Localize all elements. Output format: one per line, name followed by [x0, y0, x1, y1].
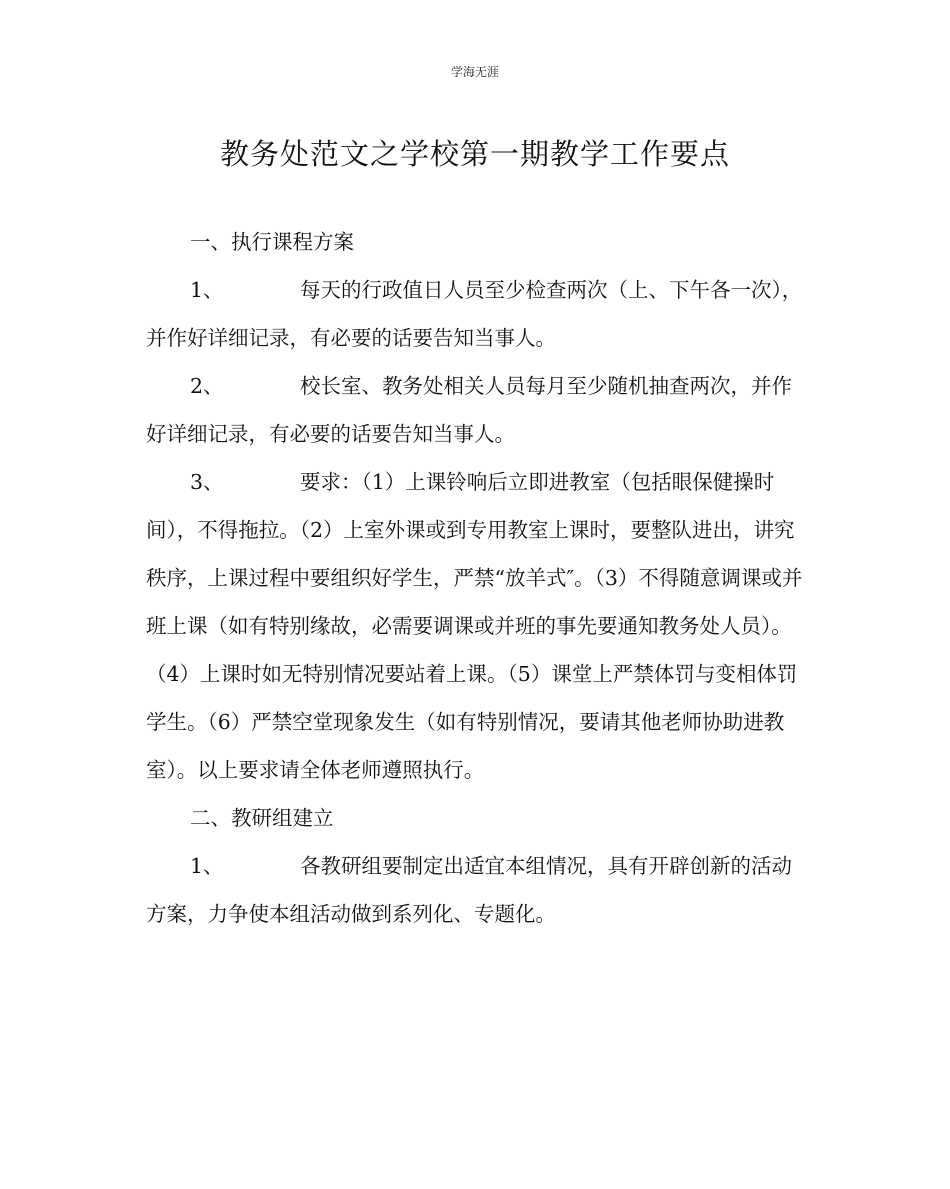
- list-item: [146, 458, 806, 794]
- section-heading-2: 二、教研组建立: [190, 806, 334, 830]
- item-number: 2、: [190, 374, 224, 398]
- item-text: 要求：（1）上课铃响后立即进教室（包括眼保健操时间），不得拖拉。（2）上室外课或到专用教室上课时，要整队进出，讲究秩序，上课过程中要组织好学生，严禁“放羊式″。（3）不得随意调课或并班上课（如有特别缘故，必需要调课或并班的事先要通知教务处人员）。（4）上课时如无特别情况要站着上课。（5）课堂上严禁体罚与变相体罚学生。（6）严禁空堂现象发生（如有特别情况，要请其他老师协助进教室）。以上要求请全体老师遵照执行。: [146, 470, 803, 782]
- list-item: [146, 266, 806, 362]
- document-title: 教务处范文之学校第一期教学工作要点: [219, 137, 730, 171]
- item-number: 3、: [190, 470, 224, 494]
- item-text: 各教研组要制定出适宜本组情况，具有开辟创新的活动方案，力争使本组活动做到系列化、专题化。: [146, 854, 792, 926]
- item-number: 1、: [190, 854, 224, 878]
- list-item: [146, 842, 806, 938]
- section-heading-1: 一、执行课程方案: [190, 230, 354, 254]
- page-header: 学海无涯: [450, 65, 499, 79]
- item-text: 每天的行政值日人员至少检查两次（上、下午各一次），并作好详细记录，有必要的话要告知当事人。: [146, 278, 803, 350]
- item-text: 校长室、教务处相关人员每月至少随机抽查两次，并作好详细记录，有必要的话要告知当事人。: [146, 374, 792, 446]
- list-item: [146, 362, 806, 458]
- item-number: 1、: [190, 278, 224, 302]
- document-body: [146, 218, 806, 938]
